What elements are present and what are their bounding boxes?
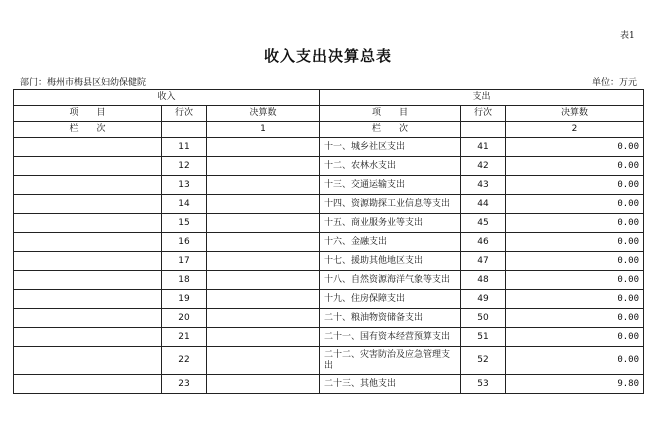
income-item-cell (14, 309, 162, 328)
expense-item-name: 十五、商业服务业等支出 (320, 214, 461, 233)
table-row (14, 271, 644, 290)
expense-item-name: 十八、自然资源海洋气象等支出 (320, 271, 461, 290)
column-index-row (14, 122, 644, 138)
section-header-row (14, 90, 644, 106)
income-amount-cell (207, 309, 320, 328)
expense-item-name: 十二、农林水支出 (320, 157, 461, 176)
income-row-number: 17 (162, 252, 207, 271)
expense-item-header: 项 目 (320, 106, 461, 122)
table-row (14, 176, 644, 195)
expense-row-number: 50 (461, 309, 506, 328)
table-row (14, 290, 644, 309)
income-amount-cell (207, 375, 320, 394)
expense-amount: 0.00 (506, 138, 644, 157)
expense-row-no-header: 行次 (461, 106, 506, 122)
income-row-number: 22 (162, 347, 207, 375)
table-row (14, 375, 644, 394)
department-label: 部门：梅州市梅县区妇幼保健院 (20, 78, 147, 88)
unit-label: 单位：万元 (592, 78, 638, 88)
income-row-number: 15 (162, 214, 207, 233)
expense-amount: 0.00 (506, 214, 644, 233)
income-expense-table (13, 89, 644, 394)
income-amount-cell (207, 214, 320, 233)
expense-column-index: 2 (506, 122, 644, 138)
income-amount-header: 决算数 (207, 106, 320, 122)
expense-row-number: 41 (461, 138, 506, 157)
income-item-cell (14, 214, 162, 233)
table-number: 表1 (620, 31, 635, 41)
income-item-cell (14, 138, 162, 157)
expense-row-number: 52 (461, 347, 506, 375)
expense-row-number: 48 (461, 271, 506, 290)
table-row (14, 309, 644, 328)
income-item-cell (14, 375, 162, 394)
income-row-number: 20 (162, 309, 207, 328)
income-row-number: 13 (162, 176, 207, 195)
expense-amount: 0.00 (506, 347, 644, 375)
income-column-index: 1 (207, 122, 320, 138)
income-column-label: 栏 次 (14, 122, 162, 138)
expense-row-number: 51 (461, 328, 506, 347)
expense-item-name: 十三、交通运输支出 (320, 176, 461, 195)
income-item-cell (14, 290, 162, 309)
income-item-cell (14, 157, 162, 176)
expense-item-name: 十七、援助其他地区支出 (320, 252, 461, 271)
expense-amount: 0.00 (506, 271, 644, 290)
income-row-number: 12 (162, 157, 207, 176)
income-row-number: 19 (162, 290, 207, 309)
expense-row-number: 53 (461, 375, 506, 394)
expense-amount: 0.00 (506, 290, 644, 309)
income-row-number: 23 (162, 375, 207, 394)
income-item-cell (14, 176, 162, 195)
expense-amount: 0.00 (506, 328, 644, 347)
table-row (14, 252, 644, 271)
income-item-cell (14, 271, 162, 290)
expense-item-name: 十四、资源勘探工业信息等支出 (320, 195, 461, 214)
expense-column-label: 栏 次 (320, 122, 461, 138)
table-row (14, 214, 644, 233)
expense-row-number: 44 (461, 195, 506, 214)
table-row (14, 138, 644, 157)
income-amount-cell (207, 328, 320, 347)
table-row (14, 328, 644, 347)
expense-row-number: 49 (461, 290, 506, 309)
table-row (14, 195, 644, 214)
income-amount-cell (207, 290, 320, 309)
page-title: 收入支出决算总表 (263, 47, 392, 65)
income-row-no-header: 行次 (162, 106, 207, 122)
income-item-cell (14, 233, 162, 252)
income-row-number: 18 (162, 271, 207, 290)
expense-column-label-rowno (461, 122, 506, 138)
expense-row-number: 46 (461, 233, 506, 252)
expense-amount-header: 决算数 (506, 106, 644, 122)
income-item-cell (14, 195, 162, 214)
income-row-number: 14 (162, 195, 207, 214)
income-item-cell (14, 328, 162, 347)
income-column-label-rowno (162, 122, 207, 138)
income-amount-cell (207, 195, 320, 214)
expense-amount: 0.00 (506, 176, 644, 195)
income-amount-cell (207, 138, 320, 157)
income-row-number: 16 (162, 233, 207, 252)
expense-row-number: 43 (461, 176, 506, 195)
income-amount-cell (207, 157, 320, 176)
expense-item-name: 二十一、国有资本经营预算支出 (320, 328, 461, 347)
expense-row-number: 42 (461, 157, 506, 176)
column-header-row (14, 106, 644, 122)
income-item-cell (14, 252, 162, 271)
expense-amount: 0.00 (506, 157, 644, 176)
income-amount-cell (207, 271, 320, 290)
expense-item-name: 十九、住房保障支出 (320, 290, 461, 309)
table-row (14, 233, 644, 252)
expense-amount: 9.80 (506, 375, 644, 394)
expense-amount: 0.00 (506, 252, 644, 271)
income-row-number: 11 (162, 138, 207, 157)
expense-item-name: 十六、金融支出 (320, 233, 461, 252)
table-row (14, 347, 644, 375)
income-item-header: 项 目 (14, 106, 162, 122)
income-amount-cell (207, 252, 320, 271)
expense-item-name: 二十三、其他支出 (320, 375, 461, 394)
expense-item-name: 二十二、灾害防治及应急管理支出 (320, 347, 461, 375)
income-section-header: 收入 (14, 90, 320, 106)
expense-item-name: 十一、城乡社区支出 (320, 138, 461, 157)
income-amount-cell (207, 176, 320, 195)
expense-amount: 0.00 (506, 309, 644, 328)
table-row (14, 157, 644, 176)
income-amount-cell (207, 233, 320, 252)
expense-section-header: 支出 (320, 90, 644, 106)
income-item-cell (14, 347, 162, 375)
expense-item-name: 二十、粮油物资储备支出 (320, 309, 461, 328)
income-amount-cell (207, 347, 320, 375)
expense-row-number: 47 (461, 252, 506, 271)
expense-amount: 0.00 (506, 195, 644, 214)
income-row-number: 21 (162, 328, 207, 347)
expense-amount: 0.00 (506, 233, 644, 252)
expense-row-number: 45 (461, 214, 506, 233)
